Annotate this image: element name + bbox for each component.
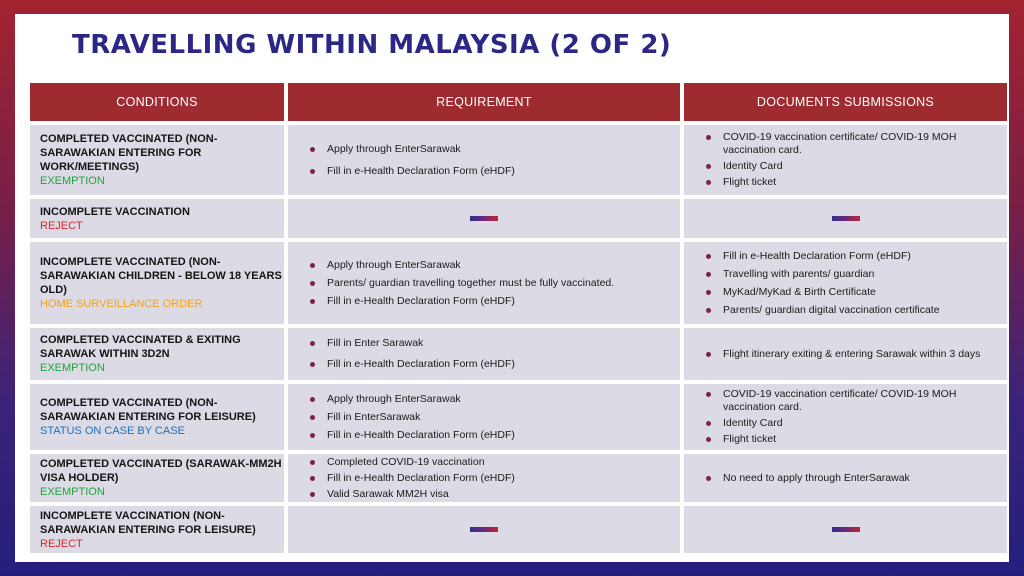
header-documents: DOCUMENTS SUBMISSIONS	[684, 83, 1007, 121]
not-applicable-dash-icon	[470, 527, 498, 532]
condition-cell	[30, 242, 284, 324]
list-item: Fill in e-Health Declaration Form (eHDF)	[706, 250, 1007, 263]
documents-cell	[684, 125, 1007, 195]
list-item: Fill in e-Health Declaration Form (eHDF)	[310, 358, 680, 371]
status-label: EXEMPTION	[40, 486, 105, 498]
condition-text: INCOMPLETE VACCINATION	[40, 205, 190, 218]
requirement-cell	[288, 384, 680, 450]
condition-cell	[30, 454, 284, 502]
list-item: Identity Card	[706, 417, 1007, 430]
documents-cell	[684, 328, 1007, 380]
list-item: Fill in e-Health Declaration Form (eHDF)	[310, 429, 680, 442]
status-label: EXEMPTION	[40, 175, 105, 187]
status-label: REJECT	[40, 219, 83, 232]
documents-cell	[684, 384, 1007, 450]
list-item: Flight itinerary exiting & entering Sarawak within 3 days	[706, 348, 1007, 361]
list-item: Fill in e-Health Declaration Form (eHDF)	[310, 165, 680, 178]
status-label: REJECT	[40, 537, 83, 550]
documents-cell	[684, 506, 1007, 553]
header-row	[30, 83, 1007, 121]
list-item: Valid Sarawak MM2H visa	[310, 488, 680, 501]
list-item: Apply through EnterSarawak	[310, 143, 680, 156]
not-applicable-dash-icon	[470, 216, 498, 221]
list-item: Flight ticket	[706, 433, 1007, 446]
list-item: Identity Card	[706, 160, 1007, 173]
not-applicable-dash-icon	[832, 216, 860, 221]
not-applicable-dash-icon	[832, 527, 860, 532]
list-item: Fill in e-Health Declaration Form (eHDF)	[310, 295, 680, 308]
condition-text: INCOMPLETE VACCINATED (NON-SARAWAKIAN CHILDREN - BELOW 18 YEARS OLD)	[40, 256, 282, 296]
status-label: HOME SURVEILLANCE ORDER	[40, 298, 203, 310]
table-row	[30, 328, 1007, 380]
list-item: Fill in Enter Sarawak	[310, 337, 680, 350]
requirement-cell	[288, 328, 680, 380]
list-item: COVID-19 vaccination certificate/ COVID-19 MOH vaccination card.	[706, 131, 1007, 157]
list-item: Flight ticket	[706, 176, 1007, 189]
status-label: EXEMPTION	[40, 362, 105, 374]
list-item: Travelling with parents/ guardian	[706, 268, 1007, 281]
table-row	[30, 125, 1007, 195]
header-conditions: CONDITIONS	[30, 83, 284, 121]
condition-text: COMPLETED VACCINATED (NON-SARAWAKIAN ENTERING FOR LEISURE)	[40, 397, 256, 423]
condition-cell	[30, 506, 284, 553]
page-title: TRAVELLING WITHIN MALAYSIA (2 OF 2)	[72, 30, 672, 60]
list-item: MyKad/MyKad & Birth Certificate	[706, 286, 1007, 299]
condition-cell	[30, 328, 284, 380]
list-item: Apply through EnterSarawak	[310, 393, 680, 406]
list-item: Fill in EnterSarawak	[310, 411, 680, 424]
table-row	[30, 199, 1007, 238]
list-item: COVID-19 vaccination certificate/ COVID-19 MOH vaccination card.	[706, 388, 1007, 414]
requirement-cell	[288, 199, 680, 238]
list-item: Parents/ guardian travelling together must be fully vaccinated.	[310, 277, 680, 290]
condition-cell	[30, 384, 284, 450]
condition-text: INCOMPLETE VACCINATION (NON-SARAWAKIAN ENTERING FOR LEISURE)	[40, 509, 256, 536]
table-row	[30, 384, 1007, 450]
condition-text: COMPLETED VACCINATED (NON-SARAWAKIAN ENTERING FOR WORK/MEETINGS)	[40, 133, 218, 173]
list-item: Parents/ guardian digital vaccination certificate	[706, 304, 1007, 317]
requirement-cell	[288, 125, 680, 195]
requirement-cell	[288, 454, 680, 502]
header-requirement: REQUIREMENT	[288, 83, 680, 121]
requirement-cell	[288, 242, 680, 324]
status-label: STATUS ON CASE BY CASE	[40, 425, 185, 437]
list-item: Apply through EnterSarawak	[310, 259, 680, 272]
documents-cell	[684, 454, 1007, 502]
documents-cell	[684, 199, 1007, 238]
travel-conditions-table	[26, 79, 1011, 557]
condition-cell	[30, 199, 284, 238]
list-item: Completed COVID-19 vaccination	[310, 456, 680, 469]
requirement-cell	[288, 506, 680, 553]
table-row	[30, 454, 1007, 502]
condition-text: COMPLETED VACCINATED (SARAWAK-MM2H VISA HOLDER)	[40, 458, 282, 484]
list-item: No need to apply through EnterSarawak	[706, 472, 1007, 485]
documents-cell	[684, 242, 1007, 324]
list-item: Fill in e-Health Declaration Form (eHDF)	[310, 472, 680, 485]
condition-cell	[30, 125, 284, 195]
table-row	[30, 242, 1007, 324]
table-row	[30, 506, 1007, 553]
condition-text: COMPLETED VACCINATED & EXITING SARAWAK WITHIN 3D2N	[40, 334, 241, 360]
